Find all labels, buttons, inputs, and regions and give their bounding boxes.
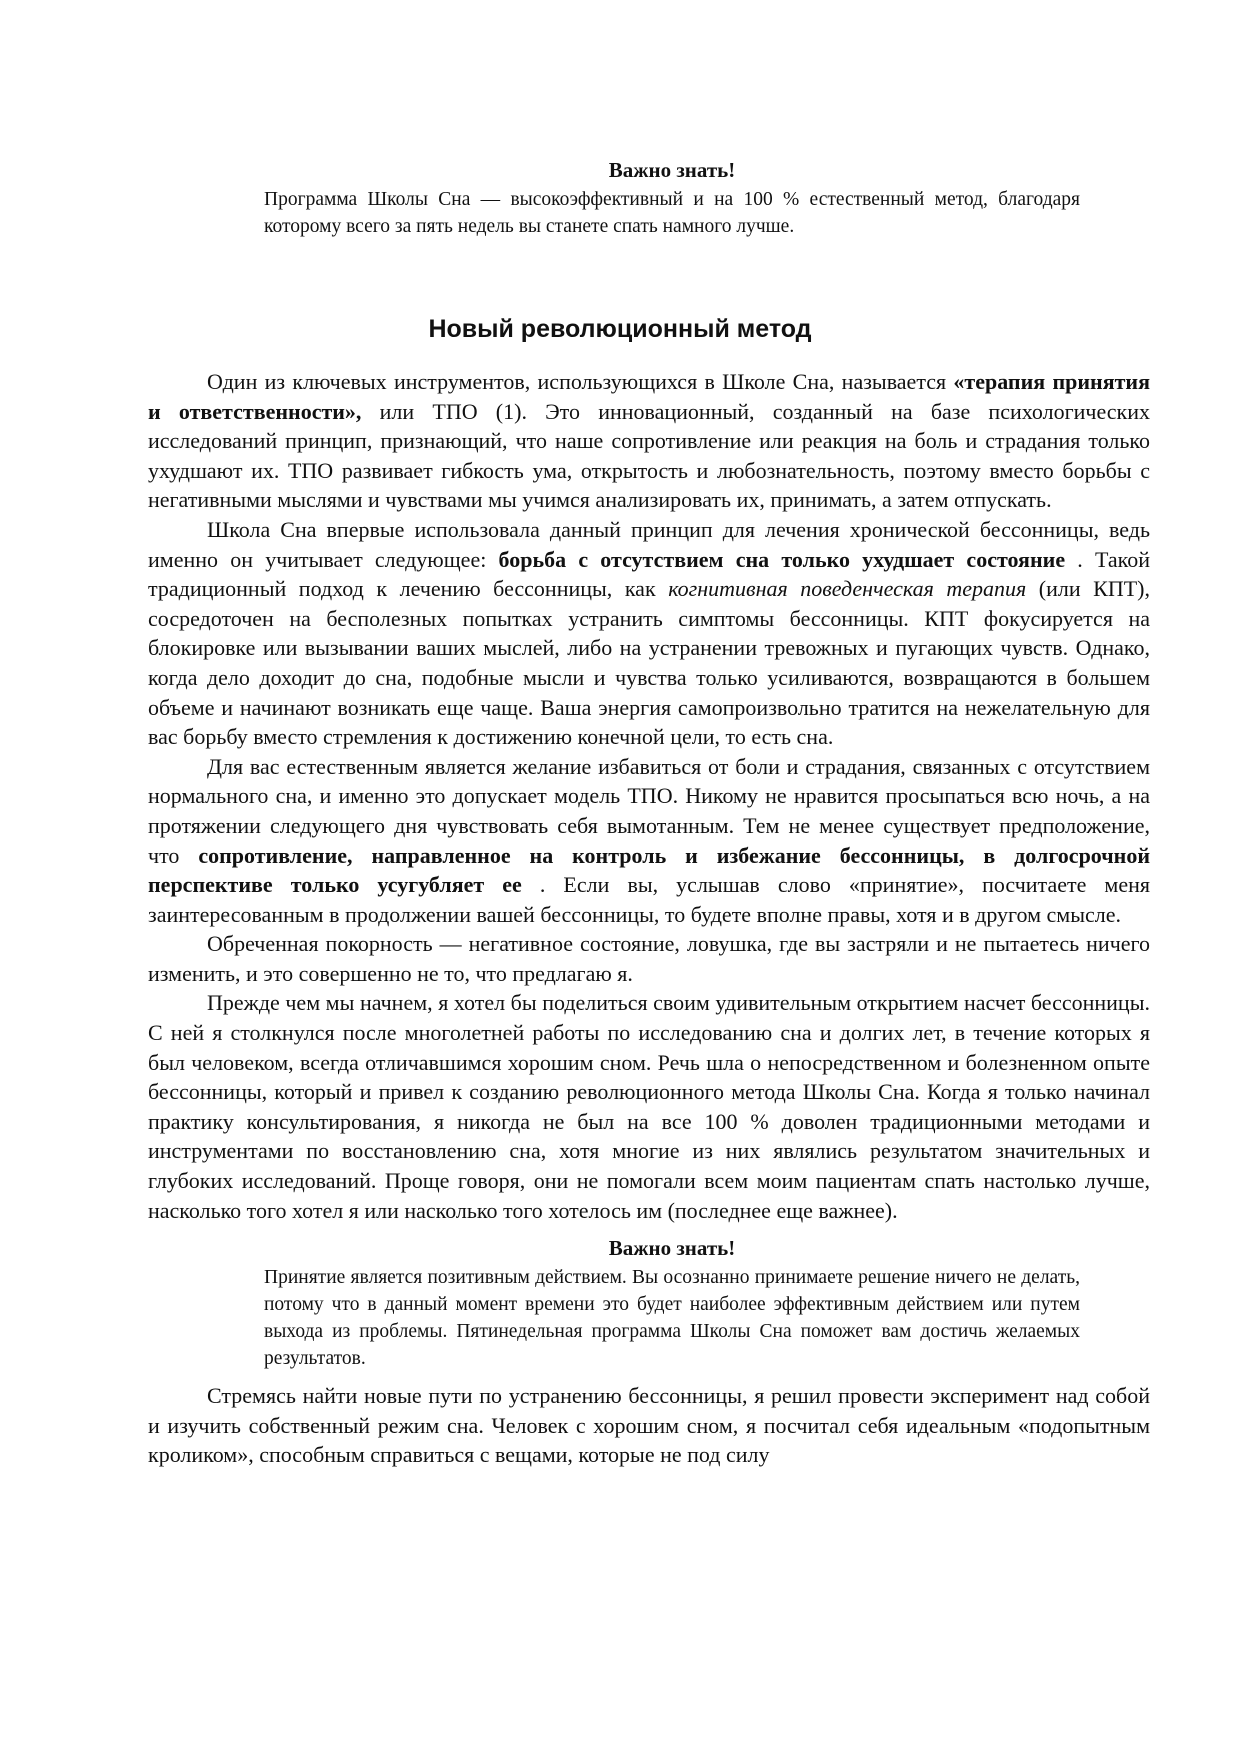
bold-term: «терапия принятия и ответственности», (148, 369, 1151, 424)
text-run: Для вас естественным является желание избавиться от боли и страдания, связанных с отсутствием нормального сна, и именно это допускает модель ТПО. Никому не нравится просыпаться всю ночь, а на протяжении следующего дня чувствовать себя вымотанным. Тем не менее существует предположение, что (148, 753, 1150, 868)
text-run: Школа Сна впервые использовала данный принцип для лечения хронической бессонницы, ведь именно он учитывает следующее: (148, 516, 1150, 572)
paragraph-1 (148, 367, 1150, 515)
text-run: . Если вы, услышав слово «принятие», посчитаете меня заинтересованным в продолжении вашей бессонницы, то будете вполне правы, хотя и в другом смысле. (148, 872, 1150, 927)
main-text-block-2 (148, 1381, 1150, 1470)
paragraph-3 (148, 752, 1150, 930)
paragraph-2 (148, 515, 1150, 752)
important-note-1 (264, 158, 1080, 240)
bold-statement: борьба с отсутствием сна только ухудшает состояние (498, 546, 1066, 572)
note-text: Программа Школы Сна — высокоэффективный и на 100 % естественный метод, благодаря которому всего за пять недель вы станете спать намного лучше. (264, 189, 1080, 237)
note-title: Важно знать! (608, 1236, 736, 1260)
note-text: Принятие является позитивным действием. Вы осознанно принимаете решение ничего не делать, потому что в данный момент времени это будет наиболее эффективным действием или путем выхода из проблемы. Пятинедельная программа Школы Сна поможет вам достичь желаемых результатов. (264, 1267, 1080, 1369)
text-run: . Такой традиционный подход к лечению бессонницы, как (148, 546, 1150, 602)
note-title: Важно знать! (608, 158, 736, 182)
text-run: Один из ключевых инструментов, использующихся в Школе Сна, называется (207, 369, 954, 394)
section-heading: Новый революционный метод (428, 315, 812, 343)
italic-term: когнитивная поведенческая терапия (668, 576, 1027, 602)
text-run: (или КПТ), сосредоточен на бесполезных попытках устранить симптомы бессонницы. КПТ фокусируется на блокировке или вызывании ваших мыслей, либо на устранении тревожных и пугающих чувств. Однако, когда дело доходит до сна, подобные мысли и чувства только усиливаются, возвращаются в большем объеме и начинают возникать еще чаще. Ваша энергия самопроизвольно тратится на нежелательную для вас борьбу вместо стремления к достижению конечной цели, то есть сна. (148, 576, 1150, 750)
paragraph-4: Обреченная покорность — негативное состояние, ловушка, где вы застряли и не пытаетесь ничего изменить, и это совершенно не то, что предлагаю я. (148, 931, 1150, 986)
paragraph-5: Прежде чем мы начнем, я хотел бы поделиться своим удивительным открытием насчет бессонницы. С ней я столкнулся после многолетней работы по исследованию сна и долгих лет, в течение которых я был человеком, всегда отличавшимся хорошим сном. Речь шла о непосредственном и болезненном опыте бессонницы, который и привел к созданию революционного метода Школы Сна. Когда я только начинал практику консультирования, я никогда не был на все 100 % доволен традиционными методами и инструментами по восстановлению сна, хотя многие из них являлись результатом значительных и глубоких исследований. Проще говоря, они не помогали всем моим пациентам спать настолько лучше, насколько того хотел я или насколько того хотелось им (последнее еще важнее). (148, 990, 1150, 1223)
important-note-2 (264, 1236, 1080, 1372)
text-run: или ТПО (1). Это инновационный, созданный на базе психологических исследований принцип, признающий, что наше сопротивление или реакция на боль и страдания только ухудшают их. ТПО развивает гибкость ума, открытость и любознательность, поэтому вместо борьбы с негативными мыслями и чувствами мы учимся анализировать их, принимать, а затем отпускать. (148, 398, 1150, 513)
paragraph-6: Стремясь найти новые пути по устранению бессонницы, я решил провести эксперимент над собой и изучить собственный режим сна. Человек с хорошим сном, я посчитал себя идеальным «подопытным кроликом», способным справиться с вещами, которые не под силу (148, 1383, 1150, 1468)
main-text-block-1 (148, 367, 1150, 1225)
bold-statement: сопротивление, направленное на контроль и избежание бессонницы, в долгосрочной перспективе только усугубляет ее (148, 842, 1150, 898)
